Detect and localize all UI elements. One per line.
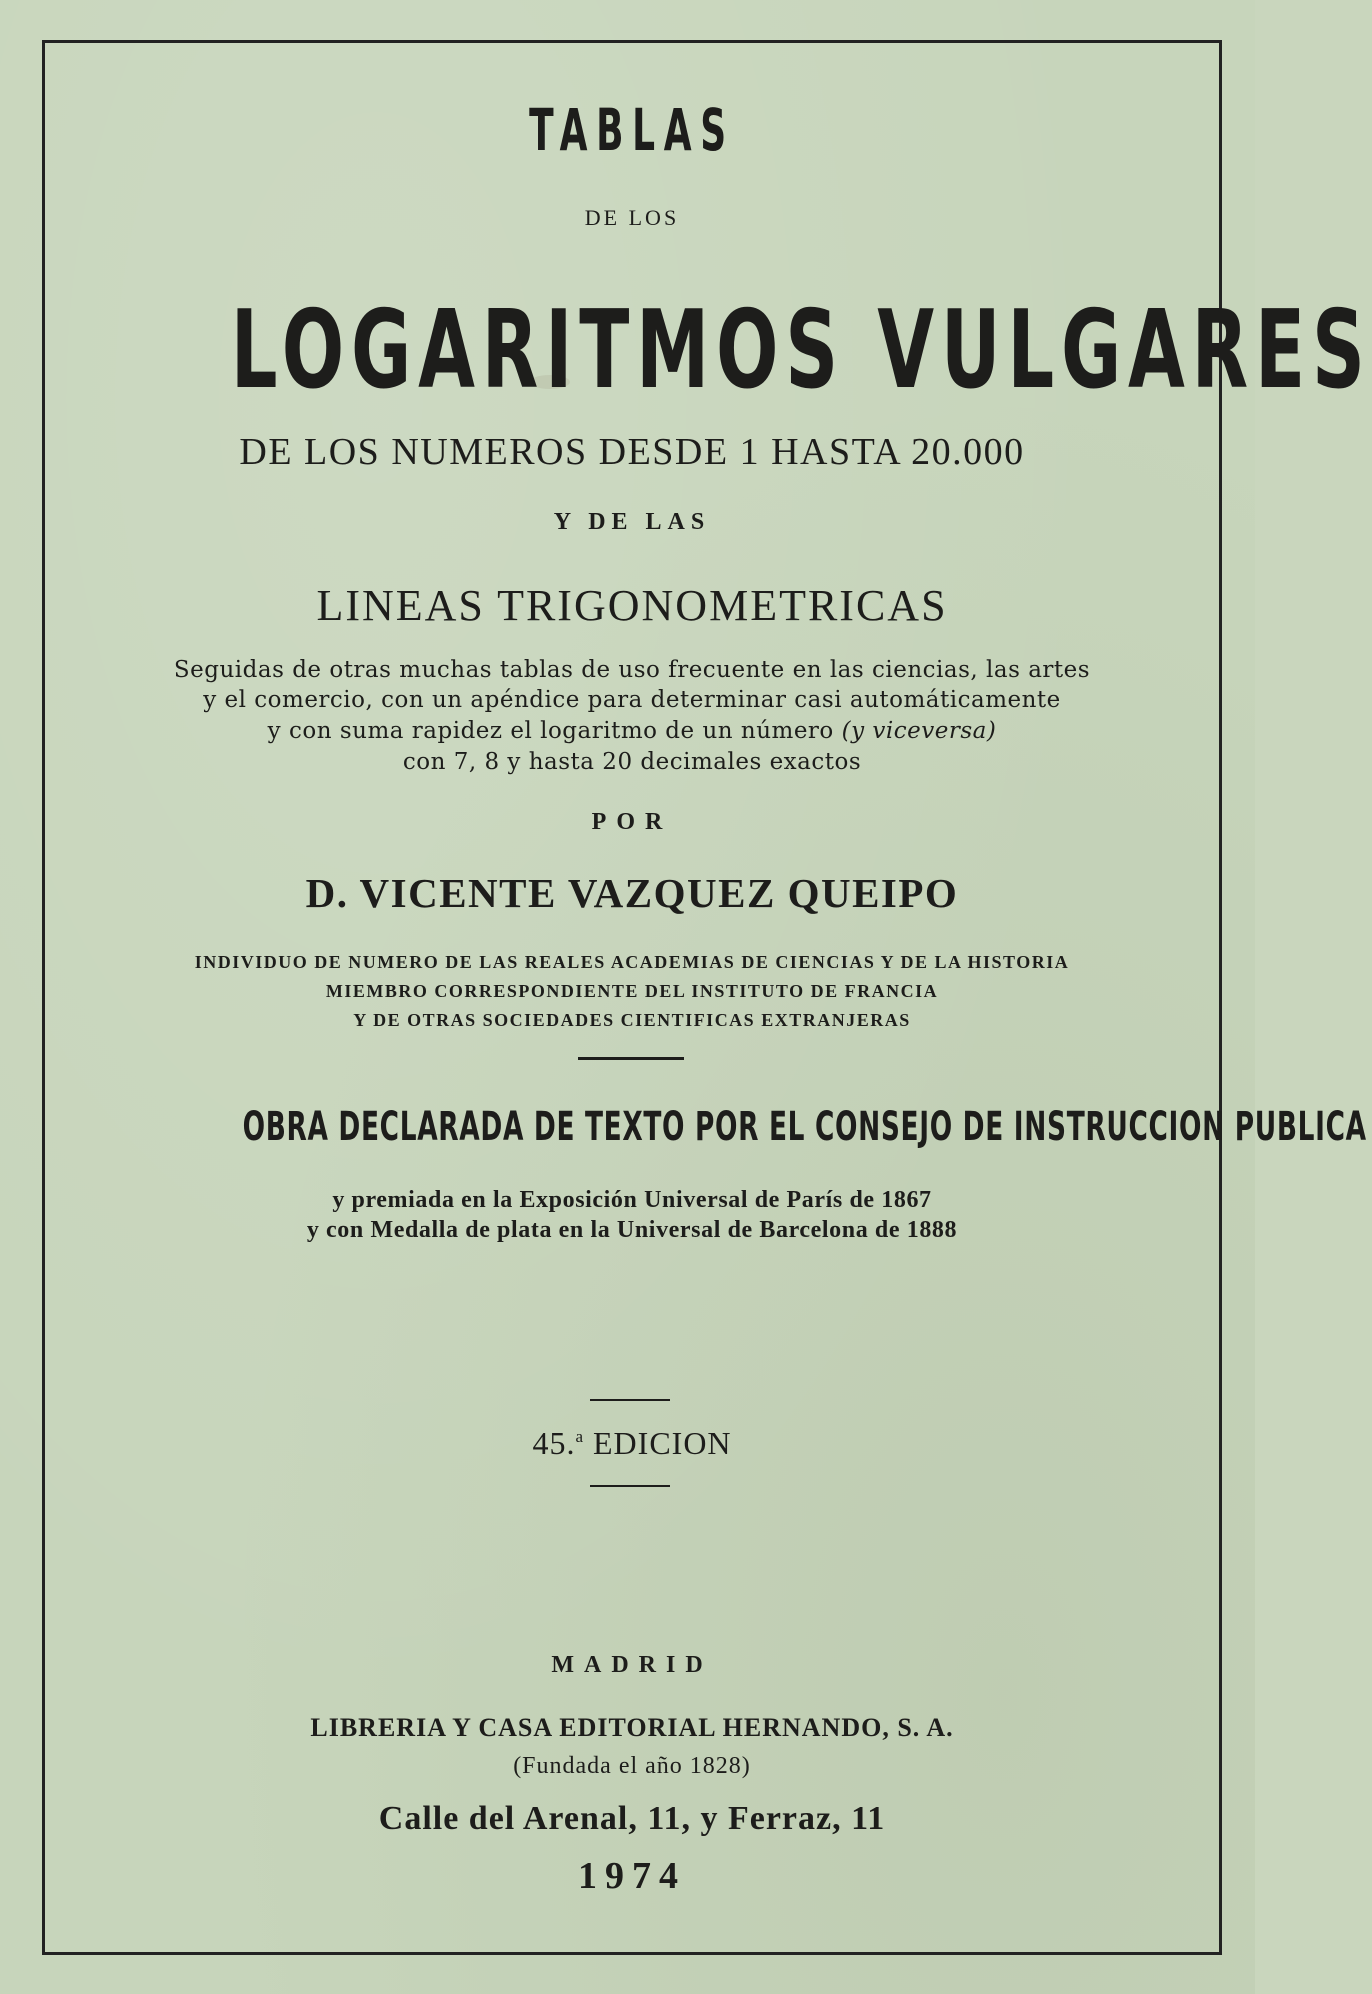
title-de-los: DE LOS — [584, 205, 680, 230]
page-title: LOGARITMOS VULGARES — [230, 288, 1372, 413]
author-credential-2: MIEMBRO CORRESPONDIENTE DEL INSTITUTO DE FRANCIA — [325, 981, 939, 1001]
description-line-2: y el comercio, con un apéndice para determinar casi automáticamente — [203, 687, 1061, 713]
divider-rule — [578, 1057, 684, 1060]
edition-number: 45. — [532, 1425, 576, 1461]
imprint-founded: (Fundada el año 1828) — [513, 1753, 751, 1779]
edition-word: EDICION — [584, 1425, 732, 1461]
description-line-3-italic: (y viceversa) — [841, 718, 997, 744]
imprint-address: Calle del Arenal, 11, y Ferraz, 11 — [378, 1800, 886, 1837]
edition-label — [42, 1425, 1222, 1462]
imprint-year: 1974 — [578, 1855, 686, 1897]
description-line-4: con 7, 8 y hasta 20 decimales exactos — [402, 749, 862, 775]
author-credential-3: Y DE OTRAS SOCIEDADES CIENTIFICAS EXTRANJERAS — [353, 1010, 911, 1030]
edition-superscript: a — [575, 1427, 584, 1446]
subtitle-trig-lines: LINEAS TRIGONOMETRICAS — [316, 581, 948, 630]
imprint-publisher: LIBRERIA Y CASA EDITORIAL HERNANDO, S. A. — [310, 1713, 954, 1742]
edition-rule-bottom — [590, 1485, 670, 1487]
subtitle-and-of-the: Y DE LAS — [553, 509, 711, 535]
edition-rule-top — [590, 1399, 670, 1401]
by-label: POR — [591, 809, 673, 835]
award-line-1: y premiada en la Exposición Universal de París de 1867 — [332, 1187, 932, 1213]
author-name: D. VICENTE VAZQUEZ QUEIPO — [305, 870, 959, 916]
description-line-1: Seguidas de otras muchas tablas de uso frecuente en las ciencias, las artes — [173, 657, 1091, 683]
subtitle-numbers-range: DE LOS NUMEROS DESDE 1 HASTA 20.000 — [239, 431, 1025, 473]
imprint-city: MADRID — [551, 1652, 713, 1678]
author-credential-1: INDIVIDUO DE NUMERO DE LAS REALES ACADEMIAS DE CIENCIAS Y DE LA HISTORIA — [194, 952, 1070, 972]
award-line-2: y con Medalla de plata en la Universal de Barcelona de 1888 — [306, 1217, 958, 1243]
official-declaration: OBRA DECLARADA DE TEXTO POR EL CONSEJO DE INSTRUCCION PUBLICA — [242, 1104, 1367, 1150]
description-line-3 — [42, 718, 1222, 744]
title-tablas: TABLAS — [529, 96, 735, 164]
description-line-3-text: y con suma rapidez el logaritmo de un número — [267, 718, 842, 744]
